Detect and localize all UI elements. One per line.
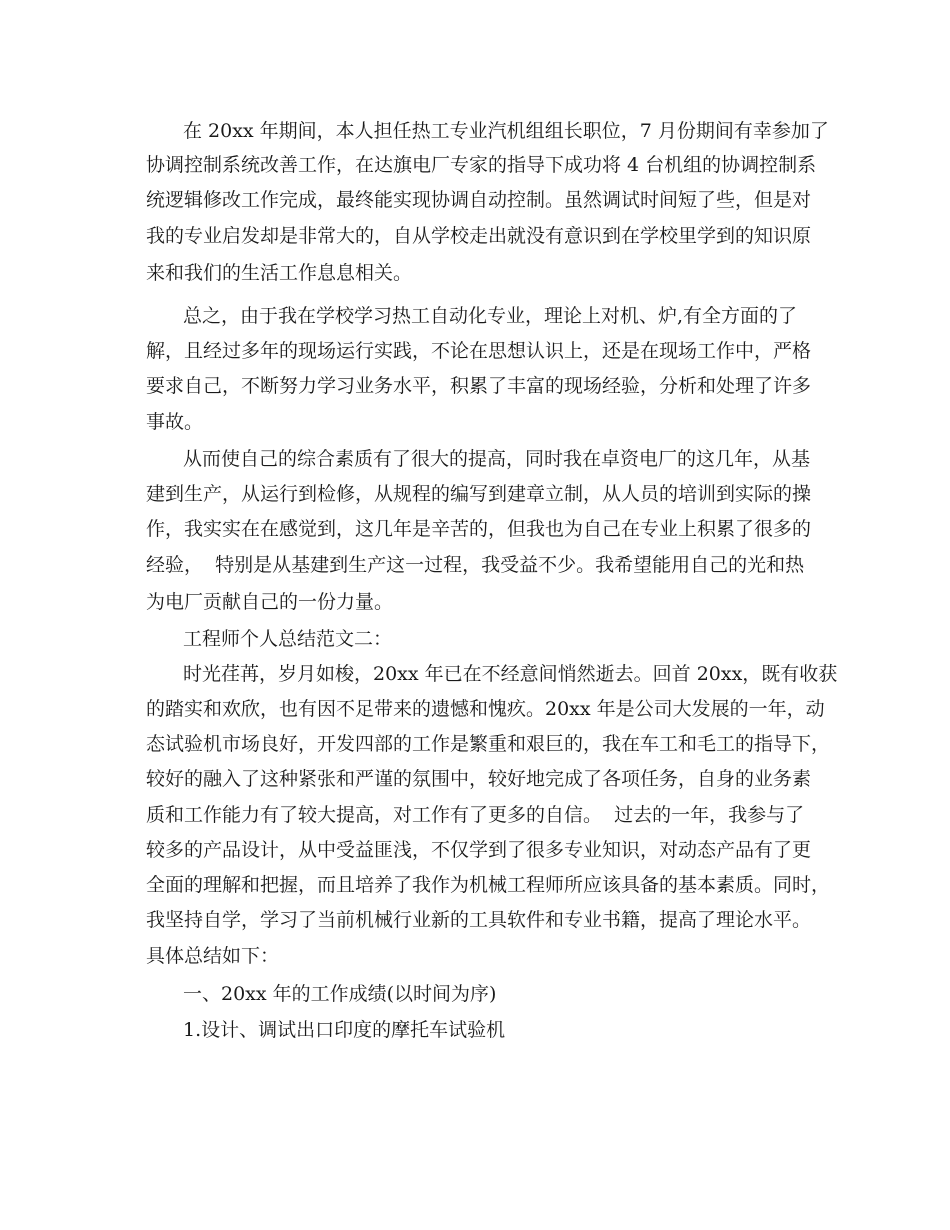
list-heading: 一、20xx 年的工作成绩(以时间为序) — [183, 983, 497, 1005]
text-line: 较多的产品设计，从中受益匪浅，不仅学到了很多专业知识，对动态产品有了更 — [146, 839, 812, 861]
text-line: 从而使自己的综合素质有了很大的提高，同时我在卓资电厂的这几年，从基 — [183, 448, 811, 470]
text-line: 经验， 特别是从基建到生产这一过程，我受益不少。我希望能用自己的光和热 — [146, 554, 805, 576]
section-heading: 工程师个人总结范文二： — [183, 628, 393, 650]
text-line: 解，且经过多年的现场运行实践，不论在思想认识上，还是在现场工作中，严格 — [146, 340, 812, 362]
text-line: 要求自己，不断努力学习业务水平，积累了丰富的现场经验，分析和处理了许多 — [146, 375, 812, 397]
list-item: 1.设计、调试出口印度的摩托车试验机 — [183, 1019, 506, 1041]
text-line: 建到生产，从运行到检修，从规程的编写到建章立制，从人员的培训到实际的操 — [146, 483, 812, 505]
text-line: 的踏实和欢欣，也有因不足带来的遗憾和愧疚。20xx 年是公司大发展的一年，动 — [146, 698, 825, 720]
text-line: 为电厂贡献自己的一份力量。 — [146, 591, 394, 613]
text-line: 较好的融入了这种紧张和严谨的氛围中，较好地完成了各项任务，自身的业务素 — [146, 768, 812, 790]
text-line: 我坚持自学，学习了当前机械行业新的工具软件和专业书籍，提高了理论水平。 — [146, 909, 812, 931]
text-line: 来和我们的生活工作息息相关。 — [146, 262, 413, 284]
text-line: 质和工作能力有了较大提高，对工作有了更多的自信。 过去的一年，我参与了 — [146, 804, 805, 826]
text-line: 在 20xx 年期间，本人担任热工专业汽机组组长职位，7 月份期间有幸参加了 — [183, 120, 829, 142]
text-line: 具体总结如下： — [146, 945, 280, 967]
text-line: 作，我实实在在感觉到，这几年是辛苦的，但我也为自己在专业上积累了很多的 — [146, 518, 812, 540]
text-line: 总之，由于我在学校学习热工自动化专业，理论上对机、炉,有全方面的了 — [183, 305, 798, 327]
text-line: 统逻辑修改工作完成，最终能实现协调自动控制。虽然调试时间短了些，但是对 — [146, 189, 812, 211]
text-line: 时光荏苒，岁月如梭，20xx 年已在不经意间悄然逝去。回首 20xx，既有收获 — [183, 663, 838, 685]
text-line: 我的专业启发却是非常大的，自从学校走出就没有意识到在学校里学到的知识原 — [146, 225, 812, 247]
text-line: 事故。 — [146, 411, 204, 433]
text-line: 协调控制系统改善工作，在达旗电厂专家的指导下成功将 4 台机组的协调控制系 — [146, 154, 817, 176]
text-line: 全面的理解和把握，而且培养了我作为机械工程师所应该具备的基本素质。同时， — [146, 874, 831, 896]
text-line: 态试验机市场良好，开发四部的工作是繁重和艰巨的，我在车工和毛工的指导下， — [146, 733, 831, 755]
